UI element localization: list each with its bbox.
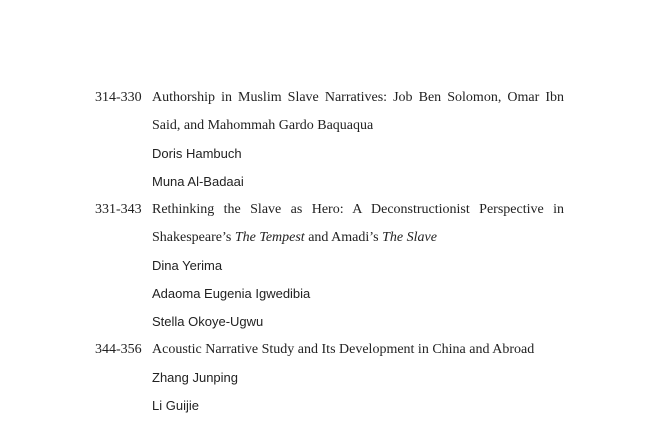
title-text: and Amadi’s: [304, 230, 383, 245]
author-name: Stella Okoye-Ugwu: [152, 314, 264, 329]
italic-work-title: The Tempest: [234, 230, 305, 245]
author-name: Muna Al-Badaai: [152, 174, 244, 189]
author-name: Zhang Junping: [152, 370, 239, 385]
title-text: Shakespeare’s: [152, 230, 235, 245]
article-title-line[interactable]: Rethinking the Slave as Hero: A Deconstructionist Perspective in: [152, 202, 564, 217]
article-title-line[interactable]: [152, 224, 564, 252]
page-range: 314-330: [95, 90, 142, 105]
article-title-line[interactable]: Authorship in Muslim Slave Narratives: Job Ben Solomon, Omar Ibn: [152, 90, 564, 105]
author-name: Dina Yerima: [152, 258, 223, 273]
article-title-line[interactable]: Acoustic Narrative Study and Its Development in China and Abroad: [152, 342, 535, 357]
author-name: Doris Hambuch: [152, 146, 242, 161]
page-range: 331-343: [95, 202, 142, 217]
page-range: 344-356: [95, 342, 142, 357]
article-title-line[interactable]: Said, and Mahommah Gardo Baquaqua: [152, 118, 374, 133]
italic-work-title: The Slave: [382, 230, 437, 245]
author-name: Adaoma Eugenia Igwedibia: [152, 286, 311, 301]
author-name: Li Guijie: [152, 398, 199, 413]
